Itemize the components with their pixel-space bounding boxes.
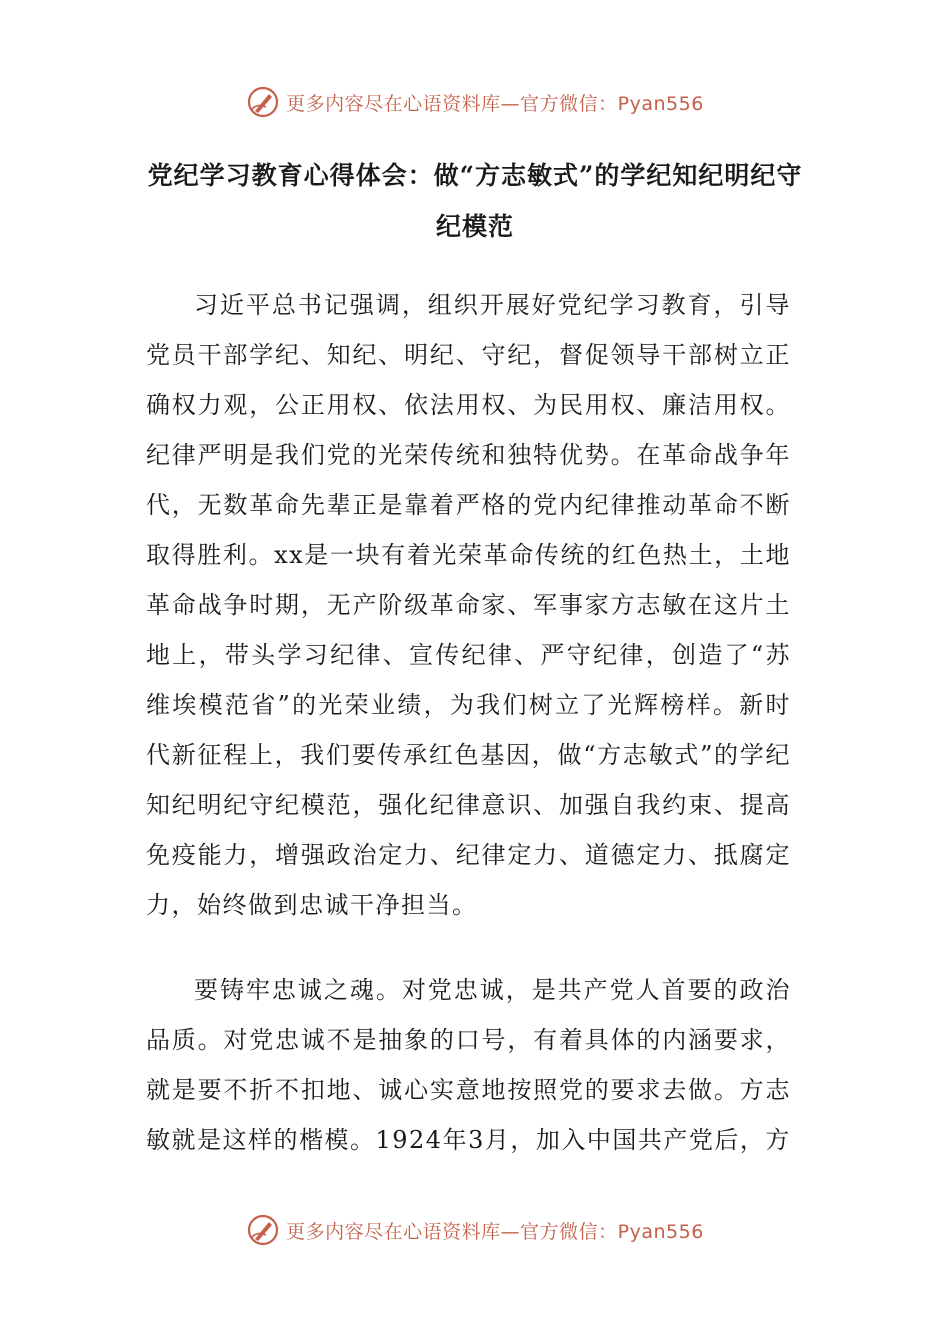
footer-banner bbox=[0, 1210, 950, 1250]
pen-circle-logo-icon bbox=[246, 1213, 280, 1247]
body-paragraph-1: 习近平总书记强调，组织开展好党纪学习教育，引导党员干部学纪、知纪、明纪、守纪，督促领导干部树立正确权力观，公正用权、依法用权、为民用权、廉洁用权。纪律严明是我们党的光荣传统和独特优势。在革命战争年代，无数革命先辈正是靠着严格的党内纪律推动革命不断取得胜利。xx是一块有着光荣革命传统的红色热土，土地革命战争时期，无产阶级革命家、军事家方志敏在这片土地上，带头学习纪律、宣传纪律、严守纪律，创造了“苏维埃模范省”的光荣业绩，为我们树立了光辉榜样。新时代新征程上，我们要传承红色基因，做“方志敏式”的学纪知纪明纪守纪模范，强化纪律意识、加强自我约束、提高免疫能力，增强政治定力、纪律定力、道德定力、抵腐定力，始终做到忠诚干净担当。 bbox=[146, 291, 791, 919]
footer-separator: — bbox=[500, 1220, 521, 1243]
footer-site-name: 更多内容尽在心语资料库 bbox=[286, 1220, 501, 1243]
header-banner bbox=[0, 82, 950, 122]
header-wechat: 官方微信：Pyan556 bbox=[520, 92, 704, 115]
header-separator: — bbox=[500, 92, 521, 115]
header-site-name: 更多内容尽在心语资料库 bbox=[286, 92, 501, 115]
header-banner-text bbox=[286, 89, 704, 116]
footer-wechat: 官方微信：Pyan556 bbox=[520, 1220, 704, 1243]
body-paragraph-2: 要铸牢忠诚之魂。对党忠诚，是共产党人首要的政治品质。对党忠诚不是抽象的口号，有着具体的内涵要求，就是要不折不扣地、诚心实意地按照党的要求去做。方志敏就是这样的楷模。1924年3月，加入中国共产党后，方 bbox=[146, 976, 791, 1154]
footer-banner-text bbox=[286, 1217, 704, 1244]
pen-circle-logo-icon bbox=[246, 85, 280, 119]
document-title: 党纪学习教育心得体会：做“方志敏式”的学纪知纪明纪守纪模范 bbox=[147, 161, 803, 241]
